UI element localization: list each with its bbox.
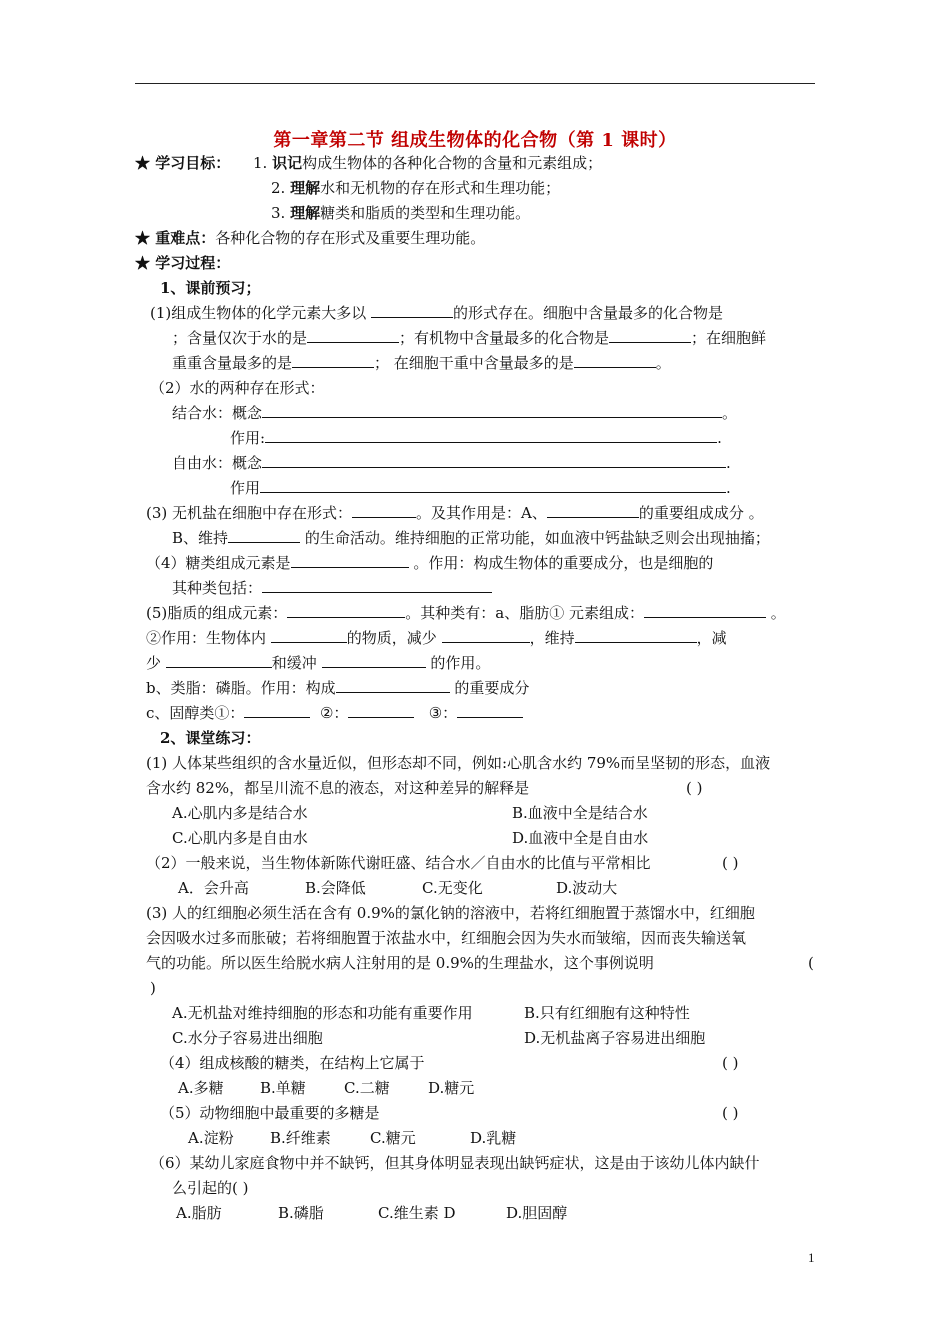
text: 少 bbox=[146, 654, 162, 672]
preview-q2: （2）水的两种存在形式： bbox=[150, 379, 325, 397]
page-number: 1 bbox=[808, 1250, 815, 1265]
text: ②： bbox=[319, 704, 349, 722]
page-title: 第一章第二节 组成生物体的化合物（第 1 课时） bbox=[273, 130, 677, 151]
goal-num: 2. bbox=[271, 179, 286, 197]
ex-q5-option-a[interactable]: A.淀粉 bbox=[188, 1129, 234, 1147]
ex-q4-option-d[interactable]: D.糖元 bbox=[428, 1079, 475, 1097]
text: 其种类包括： bbox=[172, 579, 263, 597]
ex-q3-option-c[interactable]: C.水分子容易进出细胞 bbox=[172, 1029, 323, 1047]
text: B、维持 bbox=[172, 529, 229, 547]
answer-blank[interactable] bbox=[271, 628, 347, 643]
text: 。其种类有：a、脂肪① 元素组成： bbox=[405, 604, 644, 622]
focus-label: ★ 重难点： bbox=[135, 229, 216, 247]
answer-blank[interactable] bbox=[371, 303, 453, 318]
ex-q2-option-c[interactable]: C.无变化 bbox=[422, 879, 483, 897]
ex-q5-line1: （5）动物细胞中最重要的多糖是 bbox=[160, 1104, 380, 1122]
ex-q5-answer-paren[interactable]: ( ) bbox=[722, 1104, 739, 1122]
ex-q5-option-d[interactable]: D.乳糖 bbox=[470, 1129, 517, 1147]
text: 。及其作用是：A、 bbox=[416, 504, 547, 522]
ex-q2-option-a[interactable]: A．会升高 bbox=[178, 879, 249, 897]
answer-blank[interactable] bbox=[228, 528, 300, 543]
ex-q4-option-a[interactable]: A.多糖 bbox=[178, 1079, 224, 1097]
free-water-role bbox=[230, 478, 731, 498]
preview-q4-line2 bbox=[172, 578, 492, 598]
preview-q4-line1 bbox=[146, 553, 713, 573]
ex-q6-line2: 么引起的( ) bbox=[172, 1179, 249, 1197]
answer-blank[interactable] bbox=[609, 328, 691, 343]
text: 。 bbox=[770, 604, 786, 622]
text: 和缓冲 bbox=[271, 654, 317, 672]
ex-q6-option-c[interactable]: C.维生素 D bbox=[378, 1204, 456, 1222]
text: (5)脂质的组成元素： bbox=[146, 604, 288, 622]
text: 的重要成分 bbox=[454, 679, 530, 697]
text: ； 在细胞干重中含量最多的是 bbox=[374, 354, 574, 372]
answer-blank[interactable] bbox=[322, 653, 426, 668]
text: 。作用：构成生物体的重要成分，也是细胞的 bbox=[413, 554, 714, 572]
preview-q1-line1 bbox=[150, 303, 723, 323]
ex-q1-answer-paren[interactable]: ( ) bbox=[686, 779, 703, 797]
focus-text: 各种化合物的存在形式及重要生理功能。 bbox=[215, 229, 486, 247]
text: 的生命活动。维持细胞的正常功能，如血液中钙盐缺乏则会出现抽搐； bbox=[304, 529, 770, 547]
goal-item-1 bbox=[253, 153, 602, 173]
goals-label: ★ 学习目标： bbox=[135, 154, 231, 172]
answer-blank[interactable] bbox=[287, 603, 405, 618]
text: 的重要组成成分 。 bbox=[638, 504, 764, 522]
answer-blank[interactable] bbox=[644, 603, 766, 618]
text: . bbox=[726, 479, 731, 497]
text: 的物质，减少 bbox=[346, 629, 437, 647]
goal-text: 构成生物体的各种化合物的含量和元素组成； bbox=[302, 154, 603, 172]
answer-blank[interactable] bbox=[352, 503, 416, 518]
ex-q1-option-a[interactable]: A.心肌内多是结合水 bbox=[172, 804, 308, 822]
answer-blank[interactable] bbox=[262, 578, 492, 593]
goal-item-2 bbox=[271, 178, 560, 198]
ex-q1-option-b[interactable]: B.血液中全是结合水 bbox=[512, 804, 648, 822]
preview-q5-line1 bbox=[146, 603, 786, 623]
text: (3) 无机盐在细胞中存在形式： bbox=[146, 504, 353, 522]
goal-text: 水和无机物的存在形式和生理功能； bbox=[320, 179, 561, 197]
ex-q1-option-c[interactable]: C.心肌内多是自由水 bbox=[172, 829, 308, 847]
exercise-heading: 2、课堂练习： bbox=[160, 729, 261, 747]
free-water-concept bbox=[172, 453, 731, 473]
text: ，维持 bbox=[529, 629, 575, 647]
ex-q3-line3: 气的功能。所以医生给脱水病人注射用的是 0.9%的生理盐水，这个事例说明 bbox=[146, 954, 654, 972]
text: 。 bbox=[722, 404, 738, 422]
answer-blank[interactable] bbox=[307, 328, 399, 343]
focus-line bbox=[135, 228, 485, 248]
ex-q3-paren-close[interactable]: ) bbox=[150, 979, 156, 997]
goal-key: 理解 bbox=[290, 179, 321, 197]
answer-blank[interactable] bbox=[547, 503, 639, 518]
text: （4）糖类组成元素是 bbox=[146, 554, 291, 572]
ex-q2-answer-paren[interactable]: ( ) bbox=[722, 854, 739, 872]
text: . bbox=[717, 429, 722, 447]
goal-item-3 bbox=[271, 203, 530, 223]
ex-q6-option-d[interactable]: D.胆固醇 bbox=[506, 1204, 568, 1222]
text: c、固醇类①： bbox=[146, 704, 245, 722]
answer-blank[interactable] bbox=[457, 703, 523, 718]
text: ；有机物中含量最多的化合物是 bbox=[399, 329, 610, 347]
ex-q5-option-c[interactable]: C.糖元 bbox=[370, 1129, 416, 1147]
ex-q1-option-d[interactable]: D.血液中全是自由水 bbox=[512, 829, 649, 847]
ex-q1-line2: 含水约 82%，都呈川流不息的液态，对这种差异的解释是 bbox=[146, 779, 530, 797]
text: ，减 bbox=[696, 629, 727, 647]
answer-blank[interactable] bbox=[574, 353, 656, 368]
ex-q3-option-a[interactable]: A.无机盐对维持细胞的形态和功能有重要作用 bbox=[172, 1004, 473, 1022]
ex-q3-line1: (3) 人的红细胞必须生活在含有 0.9%的氯化钠的溶液中，若将红细胞置于蒸馏水中，红细胞 bbox=[146, 904, 755, 922]
ex-q1-line1: (1) 人体某些组织的含水量近似，但形态却不同，例如:心肌含水约 79%而呈坚韧的形态，血液 bbox=[146, 754, 771, 772]
preview-q1-line2 bbox=[172, 328, 766, 348]
answer-blank[interactable] bbox=[291, 553, 409, 568]
ex-q4-option-b[interactable]: B.单糖 bbox=[260, 1079, 306, 1097]
text: ；在细胞鲜 bbox=[691, 329, 767, 347]
ex-q6-line1: （6）某幼儿家庭食物中并不缺钙，但其身体明显表现出缺钙症状，这是由于该幼儿体内缺什 bbox=[150, 1154, 760, 1172]
ex-q4-line1: （4）组成核酸的糖类，在结构上它属于 bbox=[160, 1054, 425, 1072]
goal-key: 识记 bbox=[272, 154, 303, 172]
ex-q5-option-b[interactable]: B.纤维素 bbox=[270, 1129, 331, 1147]
ex-q3-paren-open[interactable]: ( bbox=[808, 954, 814, 972]
process-label: ★ 学习过程： bbox=[135, 254, 231, 272]
bound-water-role bbox=[230, 428, 722, 448]
text: . bbox=[726, 454, 731, 472]
goal-key: 理解 bbox=[290, 204, 321, 222]
answer-blank[interactable] bbox=[348, 703, 414, 718]
ex-q4-option-c[interactable]: C.二糖 bbox=[344, 1079, 390, 1097]
text: 。 bbox=[655, 354, 671, 372]
ex-q6-option-a[interactable]: A.脂肪 bbox=[176, 1204, 222, 1222]
answer-blank[interactable] bbox=[575, 628, 697, 643]
answer-blank[interactable] bbox=[260, 478, 726, 493]
goal-num: 3. bbox=[271, 204, 286, 222]
answer-blank[interactable] bbox=[262, 403, 722, 418]
ex-q2-line1: （2）一般来说，当生物体新陈代谢旺盛、结合水／自由水的比值与平常相比 bbox=[146, 854, 651, 872]
preview-q5-line4 bbox=[146, 678, 529, 698]
text: 的形式存在。细胞中含量最多的化合物是 bbox=[453, 304, 724, 322]
text: 结合水：概念 bbox=[172, 404, 263, 422]
answer-blank[interactable] bbox=[292, 353, 374, 368]
answer-blank[interactable] bbox=[442, 628, 530, 643]
text: 作用 bbox=[230, 479, 261, 497]
answer-blank[interactable] bbox=[336, 678, 450, 693]
text: ③： bbox=[428, 704, 458, 722]
preview-q5-line5 bbox=[146, 703, 523, 723]
header-rule bbox=[135, 83, 815, 84]
answer-blank[interactable] bbox=[244, 703, 310, 718]
text: b、类脂：磷脂。作用：构成 bbox=[146, 679, 336, 697]
text: 作用: bbox=[230, 429, 266, 447]
text: 重重含量最多的是 bbox=[172, 354, 293, 372]
ex-q3-option-d[interactable]: D.无机盐离子容易进出细胞 bbox=[524, 1029, 706, 1047]
ex-q2-option-b[interactable]: B.会降低 bbox=[305, 879, 366, 897]
text: ；含量仅次于水的是 bbox=[172, 329, 308, 347]
answer-blank[interactable] bbox=[265, 428, 717, 443]
ex-q3-option-b[interactable]: B.只有红细胞有这种特性 bbox=[524, 1004, 690, 1022]
bound-water-concept bbox=[172, 403, 737, 423]
goal-text: 糖类和脂质的类型和生理功能。 bbox=[320, 204, 531, 222]
preview-heading: 1、课前预习； bbox=[160, 279, 261, 297]
preview-q3-line1 bbox=[146, 503, 764, 523]
text: (1)组成生物体的化学元素大多以 bbox=[150, 304, 367, 322]
text: 自由水：概念 bbox=[172, 454, 263, 472]
preview-q3-line2 bbox=[172, 528, 770, 548]
text: 的作用。 bbox=[430, 654, 491, 672]
text: ②作用：生物体内 bbox=[146, 629, 267, 647]
answer-blank[interactable] bbox=[166, 653, 272, 668]
ex-q4-answer-paren[interactable]: ( ) bbox=[722, 1054, 739, 1072]
preview-q5-line2 bbox=[146, 628, 727, 648]
ex-q6-option-b[interactable]: B.磷脂 bbox=[278, 1204, 324, 1222]
answer-blank[interactable] bbox=[262, 453, 726, 468]
preview-q5-line3 bbox=[146, 653, 490, 673]
goal-num: 1. bbox=[253, 154, 268, 172]
ex-q3-line2: 会因吸水过多而胀破；若将细胞置于浓盐水中，红细胞会因为失水而皱缩，因而丧失输送氧 bbox=[146, 929, 747, 947]
ex-q2-option-d[interactable]: D.波动大 bbox=[556, 879, 618, 897]
preview-q1-line3 bbox=[172, 353, 671, 373]
